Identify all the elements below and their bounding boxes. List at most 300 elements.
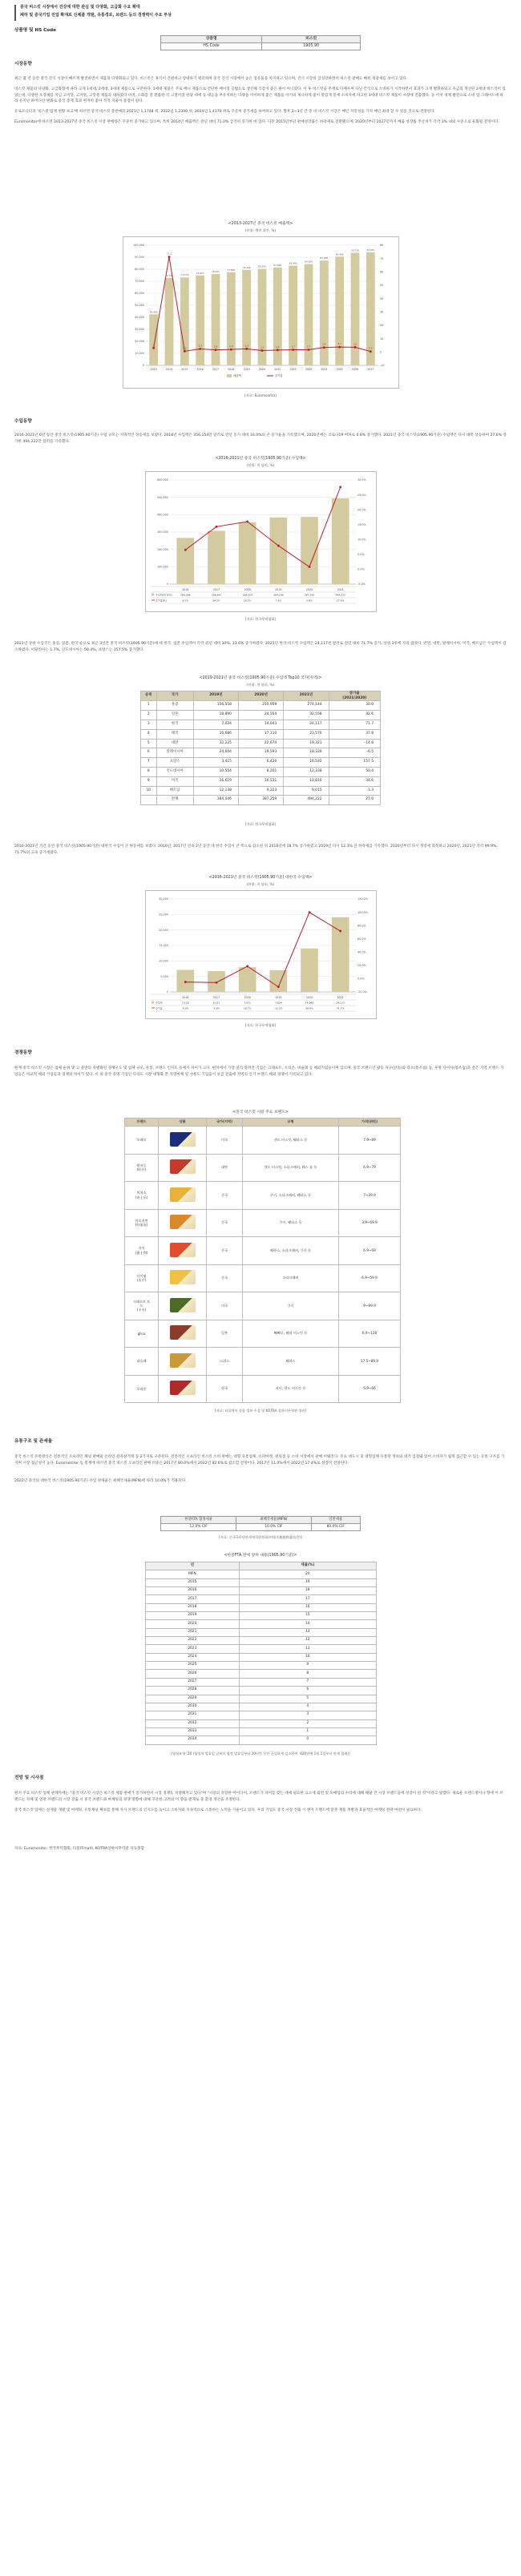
top10-cell: 387,259 (238, 796, 283, 805)
table-cell: 7,971 (244, 1001, 251, 1005)
fta-header: 세율(%) (239, 1562, 376, 1570)
legend-label: 매출액 (233, 374, 241, 377)
top10-cell: 12,338 (284, 768, 329, 777)
top10-header: 2019년 (193, 691, 238, 701)
x-tick-label: 2019 (275, 588, 282, 591)
brand-country: 미국 (207, 1292, 243, 1320)
table-cell: 14.3% (212, 599, 220, 603)
top10-row (141, 776, 381, 786)
top10-title: <2019-2021년 중국 비스킷(1905.90기준) 수입액 Top10 국가(지역)> (199, 676, 322, 680)
bar (332, 917, 349, 992)
brand-name: 마오지먼 (好丽友) (125, 1209, 159, 1237)
fta-cell: 2019 (146, 1612, 240, 1620)
fta-cell: 2030 (146, 1703, 240, 1711)
growth-data-label: 2.4 (244, 344, 248, 348)
table-cell: -12.3% (274, 1006, 283, 1010)
paragraph: 최근 몇 년 동안 중국 건식 시장이 빠르게 발전하면서 제품의 다양화되고 있다. 비스킷은 휴식이 간편하고 장대하기 편리하며 중국 건식 시장에서 높은 점유율을 차지하고 있으며, 건식 시장의 급성장하면서 비스킷 판매도 빠른 성장세를 보이고 있다. (14, 77, 408, 81)
fta-cell: 4 (239, 1703, 376, 1711)
bar-data-label: 72,725 (165, 273, 173, 277)
brand-header: 브랜드 (125, 1119, 159, 1127)
fta-cell: 2023 (146, 1645, 240, 1653)
y-tick-label: 0 (166, 990, 168, 994)
top10-cell: 18,326 (284, 748, 329, 758)
x-tick-label: 2014 (165, 368, 173, 371)
top10-row (141, 796, 381, 805)
top10-row (141, 748, 381, 758)
summary-box (14, 5, 223, 21)
top10-cell: 71.7 (329, 720, 380, 730)
brand-product-image (159, 1127, 207, 1155)
top10-cell: 32.6 (329, 711, 380, 720)
growth-point (338, 346, 341, 349)
bar (335, 256, 344, 365)
brand-row (125, 1292, 401, 1320)
growth-data-label: 1.9 (229, 345, 233, 349)
paragraph: 유로모니터의 '비스킷 업계 현황 보고'에 따르면 중국 비스킷 총판매의 2021년 1,1748 위, 2022년 1,2300 위, 2024년 1,4370 위로 꾸준히 증가세를 보여하고 있다. 향후 2~3년 간 증 비 비스킷 시장은 매년 지증성을 가져 매년 최대 할 수 있을 것으로 전망된다. (14, 110, 436, 115)
top10-cell: 27.6 (329, 796, 380, 805)
brand-type: 웨하스, 소다크래커, 쿠키 등 (243, 1237, 339, 1265)
fta-row (146, 1670, 377, 1678)
bar-data-label: 73,173 (180, 273, 189, 277)
y2-tick-label: 50 (380, 284, 384, 288)
y-tick-label: 100,000 (132, 244, 144, 248)
fta-row (146, 1637, 377, 1645)
product-package-image (170, 1298, 196, 1312)
y2-tick-label: 15.0% (357, 522, 366, 526)
y-tick-label: 300,000 (156, 530, 168, 534)
top10-row (141, 758, 381, 768)
brand-price: 6.9~128 (339, 1320, 401, 1348)
fta-row (146, 1727, 377, 1735)
y2-tick-label: 20.0% (357, 508, 366, 512)
x-tick-label: 2017 (212, 368, 220, 371)
growth-point (152, 347, 155, 349)
table-cell: -5.0% (181, 1006, 189, 1010)
brand-type: 쿠키, 웨하스 등 (243, 1209, 339, 1237)
table-cell: 0.8% (306, 599, 313, 603)
top10-row (141, 729, 381, 739)
product-package-image (170, 1159, 196, 1174)
growth-point (277, 545, 280, 547)
brand-product-image (159, 1237, 207, 1265)
fta-row (146, 1687, 377, 1695)
y2-tick-label: 60 (380, 270, 384, 274)
top10-cell: 인도네시아 (156, 768, 193, 777)
hs-cell: 상품명 (161, 36, 262, 43)
brand-product-image (159, 1375, 207, 1403)
top10-cell: 50.4 (329, 768, 380, 777)
top10-cell: 16,531 (238, 776, 283, 786)
brand-table (124, 1118, 401, 1403)
top10-row (141, 720, 381, 730)
hs-code-table (160, 35, 361, 50)
fta-row (146, 1620, 377, 1628)
top10-unit: (단위: 천 달러, %) (246, 683, 275, 687)
y-tick-label: 90,000 (135, 256, 144, 260)
x-tick-label: 2023 (305, 368, 313, 371)
y-tick-label: 15,000 (159, 944, 168, 948)
brand-type: 샌드 비스킷, 소다크래커, 웨스 틀 등 (243, 1154, 339, 1182)
y2-tick-label: 30 (380, 310, 384, 314)
growth-point (308, 349, 310, 351)
brand-product-image (159, 1292, 207, 1320)
bar-data-label: 90,466 (335, 252, 344, 256)
top10-body (141, 701, 381, 805)
table-cell: 99.9% (305, 1006, 313, 1010)
paragraph: 현지 주요 비스킷 업체 관계자에는 "중국 비스킷 시장은 비스킷 제품 판매가 증가하면서 시장 경쟁도 치열해지고 있다"며 "시장의 유망한 아이디어, 브랜드가 차이를 갖는 데에 필요한 요소에 외면 및 도매업의 수익에 대해 해당 건 시장 브랜드들에 성장이 된 것"이라고 말했다. 새로운 브랜드명이나 향에 이 브랜드는 자체 및 연관 브랜드의 시장 진출 시 중국 브랜드와 마케팅의 경쟁 방향에 대해 꾸준한 고려의 이 향을 전제로 중 환경 개선을 조정한다. (14, 1792, 503, 1802)
growth-point (199, 348, 201, 350)
top10-cell: 3,415 (193, 758, 238, 768)
product-package-image (170, 1270, 196, 1284)
bar (332, 498, 349, 584)
fta-cell: 2022 (146, 1637, 240, 1645)
x-tick-label: 2026 (351, 368, 359, 371)
top10-cell: 한국 (156, 720, 193, 730)
brand-product-image (159, 1209, 207, 1237)
x-tick-label: 2020 (305, 588, 313, 591)
fta-cell: 3 (239, 1711, 376, 1719)
growth-point (309, 566, 311, 568)
x-tick-label: 2025 (336, 368, 343, 371)
top10-cell: 9 (141, 776, 157, 786)
growth-data-label: 1.7 (306, 345, 311, 349)
fta-source: [양허유형: 20 (협정의 발효일 날짜의 협정 발효일부터 20년간 동안 균일하게 감소하여 제20년에 1월 1일부터 관세 철폐)] (171, 1752, 350, 1756)
top10-cell: 12,138 (193, 786, 238, 796)
section-title-market: 시장동향 (14, 62, 32, 67)
fta-row (146, 1628, 377, 1636)
final-source: 자료: Euromonitor, 한국무역협회, 티몰(Tmall), KOTRA상하이무역관 자료종합 (14, 1847, 144, 1851)
hs-cell: 비스킷 (262, 36, 361, 43)
x-tick-label: 2015 (181, 368, 188, 371)
fta-cell: 2031 (146, 1711, 240, 1719)
fta-cell: 2034 (146, 1736, 240, 1744)
y-tick-label: 5,000 (160, 974, 168, 978)
fta-cell: MFN (146, 1570, 240, 1578)
brand-type: 샌드 비스킷, 웨하스 등 (243, 1127, 339, 1155)
top10-cell: 210,959 (238, 701, 283, 711)
bar-data-label: 87,200 (320, 256, 329, 260)
top10-cell: 22,674 (238, 739, 283, 748)
brand-name: 네슬레 (125, 1348, 159, 1376)
y-tick-label: 20,000 (135, 340, 144, 344)
table-cell: 71.7% (336, 1006, 345, 1010)
fta-cell: 20 (239, 1570, 376, 1578)
brand-price: 6.9~79 (339, 1154, 401, 1182)
growth-data-label: 3.7 (337, 342, 341, 346)
top10-cell: 32,225 (193, 739, 238, 748)
top10-cell: 1 (141, 701, 157, 711)
fta-cell: 2033 (146, 1727, 240, 1735)
growth-point (277, 349, 279, 351)
bar-data-label: 94,070 (366, 248, 375, 252)
section-title-distribution: 유통구조 및 관세율 (14, 1439, 53, 1444)
table-row-label: 증가율 (155, 1006, 163, 1010)
y-tick-label: 100,000 (156, 565, 168, 569)
x-tick-label: 2021 (337, 588, 344, 591)
fta-cell: 2020 (146, 1620, 240, 1628)
brand-country: 중국 (207, 1237, 243, 1265)
tariff-value: 80.0% CIF (311, 1524, 360, 1531)
x-tick-label: 2021 (274, 368, 281, 371)
y-tick-label: 50,000 (135, 304, 144, 308)
chart1-title: <2013-2027년 중국 비스킷 매출액> (228, 222, 293, 226)
x-tick-label: 2024 (321, 368, 328, 371)
bar-data-label: 93,728 (351, 248, 359, 252)
fta-cell: 2018 (146, 1603, 240, 1611)
top10-cell: 24,604 (193, 748, 238, 758)
section-title-implication: 전망 및 시사점 (14, 1776, 44, 1780)
brand-table-source: [자료: 티몰에서 상품 정보 수집 및 KOTRA 상하이무역관 정리] (214, 1409, 307, 1413)
growth-point (354, 346, 357, 349)
bar (165, 278, 174, 365)
tariff-header: 최혜국세율(MFN) (236, 1517, 311, 1524)
fta-cell: 8 (239, 1670, 376, 1678)
growth-point (339, 486, 341, 489)
hs-cell: 1905.90 (262, 43, 361, 50)
top10-cell: 8,201 (238, 768, 283, 777)
top10-cell: 19,593 (238, 748, 283, 758)
x-tick-label: 2018 (244, 588, 251, 591)
top10-cell: 홍콩 (156, 701, 193, 711)
top10-cell: 대만 (156, 739, 193, 748)
fta-body (146, 1570, 377, 1744)
x-tick-label: 2020 (305, 996, 313, 999)
fta-row (146, 1595, 377, 1603)
top10-cell: 17,110 (238, 729, 283, 739)
paragraph: 2022년 중국의 대한국 비스킷(1905.90기준) 수입 관세율은 최혜국세율(MFN)에 따라 10.0%가 적용된다. (14, 1478, 187, 1483)
top10-cell: 494,222 (284, 796, 329, 805)
fta-cell: 19 (239, 1578, 376, 1586)
table-cell: 16.0% (243, 599, 252, 603)
fta-cell: 2017 (146, 1595, 240, 1603)
table-cell: 14,043 (305, 1001, 314, 1005)
growth-point (230, 349, 232, 351)
brand-name: 왕즈루 (旺仔) (125, 1154, 159, 1182)
top10-cell: 156,558 (193, 701, 238, 711)
brand-country: 중국 (207, 1182, 243, 1210)
y2-tick-label: 25.0% (357, 493, 366, 497)
growth-point (292, 349, 294, 351)
y2-tick-label: 40 (380, 296, 384, 300)
x-tick-label: 2020 (258, 368, 266, 371)
brand-row (125, 1182, 401, 1210)
y-tick-label: 80,000 (135, 268, 144, 272)
fta-cell: 10 (239, 1653, 376, 1661)
fta-cell: 1 (239, 1727, 376, 1735)
growth-data-label: 0.4 (369, 346, 373, 350)
x-tick-label: 2016 (196, 368, 204, 371)
brand-name: 타이핑 (太平) (125, 1264, 159, 1292)
table-cell: 18.7% (243, 1006, 252, 1010)
brand-row (125, 1320, 401, 1348)
top10-cell: -34.6 (329, 776, 380, 786)
bar (212, 274, 220, 365)
fta-cell: 13 (239, 1628, 376, 1636)
x-tick-label: 2013 (150, 368, 157, 371)
growth-point (246, 521, 248, 523)
bar-data-label: 80,300 (258, 264, 266, 268)
import-paragraph: 2016-2021년 6년 동안 중국 비스킷(1905.90기준) 수입 규모는 지속적인 상승세를 보였다. 2018년 수입액은 356,154만 달러로 전년 동기 대비 16.0%의 큰 증가율을 기록했으며, 2020년에는 코로나19 여파로 0.8% 증가했다. 2021년 중국 비스킷(1905.90기준) 수입액은 다시 대폭 상승하여 27.6% 증가한 494,222만 달러를 기록했다. (14, 433, 507, 444)
brand-header: 가격(위안) (339, 1119, 401, 1127)
brand-type: 웨하스 (243, 1348, 339, 1376)
brand-price: 9~99.9 (339, 1292, 401, 1320)
y2-tick-label: -10 (380, 364, 385, 368)
x-tick-label: 2018 (228, 368, 235, 371)
table-cell: 494,222 (335, 593, 345, 597)
section-title-import: 수입동향 (14, 419, 32, 424)
chart3-source: [자료: 한국무역협회] (244, 1023, 277, 1027)
product-package-image (170, 1215, 196, 1229)
brand-row (125, 1209, 401, 1237)
brand-name: 크래프트 토 드 (卡夫) (125, 1292, 159, 1320)
brand-country: 중국 (207, 1264, 243, 1292)
bar-data-label: 77,500 (227, 268, 236, 272)
growth-data-label: 2.3 (198, 344, 202, 348)
competition-paragraph: 현재 중국 비스킷 시장은 업체 순위 및 고 중반의 차별화된 경쟁구도 및 업체 규모, 유통, 브랜드 인지도 등에서 차이가 크다. 현지에서 가장 널리 알려진 기업은 크래프트, 오리온, 네슬레 등 해외기업들이며 있으며, 중국 브랜드인 광동 자구(산둥)와 라오(통조림) 등, 후방 다이사(통조림)과 같은 지역 브랜드 기업들은 비교적 해외 기업들과 경쟁의 차이가 있다. 이 외 중국 유명 기업인 다리도 시장 대형화 본 직영마케 및 사용도 기업들이 보급 진출에 지역의 인기 브랜드 해외 경쟁이 기록되고 있다. (14, 1066, 504, 1077)
chart2-frame (145, 471, 377, 612)
growth-point (184, 981, 187, 983)
fta-cell: 2021 (146, 1628, 240, 1636)
growth-point (370, 350, 372, 353)
product-package-image (170, 1353, 196, 1368)
top10-cell: -6.5 (329, 748, 380, 758)
top10-row (141, 786, 381, 796)
section-title-competition: 경쟁동향 (14, 1050, 32, 1055)
top10-cell: 32,558 (284, 711, 329, 720)
paragraph: 중국 비스킷 유통방식은 전통적인 오프라인 채널 판매와 온라인 전자상거래 등 2가지로 구분된다. 전통적인 오프라인 비스킷 소비 판매는 대형 유통업체, 슈퍼마켓, 편의점 등 소비 시장에서 판매 이뤄진다. 주요 대도시 및 대형업체 유통망 정보와 대거 입점돼 있어 소비자가 쉽게 접근할 수 있는 유통 구조를 가지며 시장 접근성이 높다. Euromonitor 등 통계에 따르면 중국 비스킷 오프라인 판매 비중은 2017년 80.0%에서 2022년 82.6%로 감소할 전망이다. 2017년 11.0%에서 2022년 17.4%로 성장이 전망된다. (14, 1455, 505, 1465)
fta-row (146, 1653, 377, 1661)
paragraph: Euromonitor에 따르면 2013-2027년 중국 비스킷 시장 판매량은 꾸준히 증가하고 있으며, 특히 2014년 매출액은 전년 대비 71.0% 급격히 증가한 바 있다. 다만 2015년부터 판매성장률은 하락세로 전환됐으며, 2020년부터 2027년까지 매출 성장률 추산치가 각각 3% 내외 수준으로 둔화될 전망이다. (14, 119, 500, 124)
growth-data-label: 3.4 (322, 342, 326, 346)
y2-tick-label: 100.0% (357, 910, 368, 914)
table-cell: 384,196 (273, 593, 284, 597)
brand-country: 일본 (207, 1320, 243, 1348)
y-tick-label: 0 (166, 583, 168, 587)
x-tick-label: 2019 (243, 368, 250, 371)
brand-price: 17.5~89.9 (339, 1348, 401, 1376)
fta-row (146, 1703, 377, 1711)
top10-cell: 프랑스 (156, 758, 193, 768)
table-cell: 6,717 (212, 1001, 220, 1005)
top10-cell: 8 (141, 768, 157, 777)
bar (351, 252, 360, 365)
top10-header: 순위 (141, 691, 157, 701)
fta-cell: 6 (239, 1687, 376, 1695)
bar (239, 522, 256, 584)
table-row-label: 수입액(천 달러) (155, 593, 172, 597)
y-tick-label: 70,000 (135, 280, 144, 284)
tariff-header: 일반세율 (311, 1517, 360, 1524)
growth-data-label: 1.5 (276, 345, 280, 349)
growth-data-label: 1.1 (260, 345, 265, 349)
fta-cell: 2016 (146, 1587, 240, 1595)
chart2-svg (146, 472, 378, 613)
brand-country: 한국 (207, 1375, 243, 1403)
brand-name: glico (125, 1320, 159, 1348)
fta-cell: 2029 (146, 1695, 240, 1703)
top10-cell: 6 (141, 748, 157, 758)
growth-data-label: 71.2 (166, 252, 172, 256)
chart3-svg (146, 891, 378, 1020)
y-tick-label: 600,000 (156, 478, 168, 482)
chart1-source: [자료: Euromonitor] (244, 393, 277, 397)
brand-body (125, 1127, 401, 1403)
growth-point (277, 986, 280, 988)
brand-type: 쿠키, 소다크래커, 웨하스 등 (243, 1182, 339, 1210)
product-package-image (170, 1243, 196, 1257)
top10-cell: 16,619 (193, 776, 238, 786)
distribution-paragraphs (14, 1454, 507, 1488)
fta-row (146, 1678, 377, 1686)
fta-row (146, 1662, 377, 1670)
tariff-value: 12.0% CIF (161, 1524, 236, 1531)
table-row-label: 수입액 (155, 1001, 163, 1005)
top10-cell: 30.0 (329, 701, 380, 711)
fta-cell: 2028 (146, 1687, 240, 1695)
bar-data-label: 74,827 (196, 271, 204, 275)
bar (301, 949, 318, 992)
top10-cell: 5 (141, 739, 157, 748)
top10-cell: 10 (141, 786, 157, 796)
brand-header: 유형 (243, 1119, 339, 1127)
x-tick-label: 2021 (337, 996, 344, 999)
growth-data-label: 3.6 (353, 342, 357, 346)
brand-price: 5.9~66 (339, 1375, 401, 1403)
bar (242, 270, 251, 365)
top10-cell: 157.5 (329, 758, 380, 768)
y2-tick-label: 120.0% (357, 897, 368, 901)
chart3-unit: (단위: 천 달러, %) (246, 882, 275, 886)
fta-row (146, 1645, 377, 1653)
table-row-label: 증가율(%) (155, 599, 167, 603)
chart1-unit: (단위: 백만 위안, %) (244, 228, 277, 232)
fta-cell: 17 (239, 1595, 376, 1603)
tariff-source: [자료: 중국국무원관세세칙위원회(中国关税税则委员会)] (219, 1535, 302, 1539)
fta-cell: 2024 (146, 1653, 240, 1661)
fta-cell: 2025 (146, 1662, 240, 1670)
tariff-header: 한중FTA 협정세율 (161, 1517, 236, 1524)
fta-row (146, 1736, 377, 1744)
y2-tick-label: 40.0% (357, 950, 366, 954)
growth-data-label: 0.6 (183, 346, 187, 350)
bar-data-label: 79,390 (242, 265, 251, 269)
brand-country: 미국 (207, 1127, 243, 1155)
brand-row (125, 1127, 401, 1155)
fta-cell: 5 (239, 1695, 376, 1703)
y-tick-label: 20,000 (159, 928, 168, 932)
y-tick-label: 40,000 (135, 316, 144, 320)
top10-cell: 10,810 (284, 776, 329, 786)
y2-tick-label: 70 (380, 256, 384, 260)
legend-swatch (151, 1002, 154, 1004)
top10-source: [자료: 한국무역협회] (244, 822, 277, 826)
brand-type: 빼빼로, 웨하 비스킷 등 (243, 1320, 339, 1348)
chart2-unit: (단위: 천 달러, %) (246, 463, 275, 467)
y-tick-label: 500,000 (156, 495, 168, 499)
product-package-image (170, 1381, 196, 1395)
brand-product-image (159, 1264, 207, 1292)
brand-row (125, 1264, 401, 1292)
fta-cell: 14 (239, 1620, 376, 1628)
fta-cell: 11 (239, 1645, 376, 1653)
top10-cell: 23,570 (284, 729, 329, 739)
top10-cell: 일본 (156, 711, 193, 720)
table-cell: 27.6% (336, 599, 345, 603)
bar (149, 314, 158, 365)
brand-type: 파이, 샌드 비스킷 등 (243, 1375, 339, 1403)
growth-point (216, 526, 218, 528)
top10-cell: 미국 (156, 776, 193, 786)
